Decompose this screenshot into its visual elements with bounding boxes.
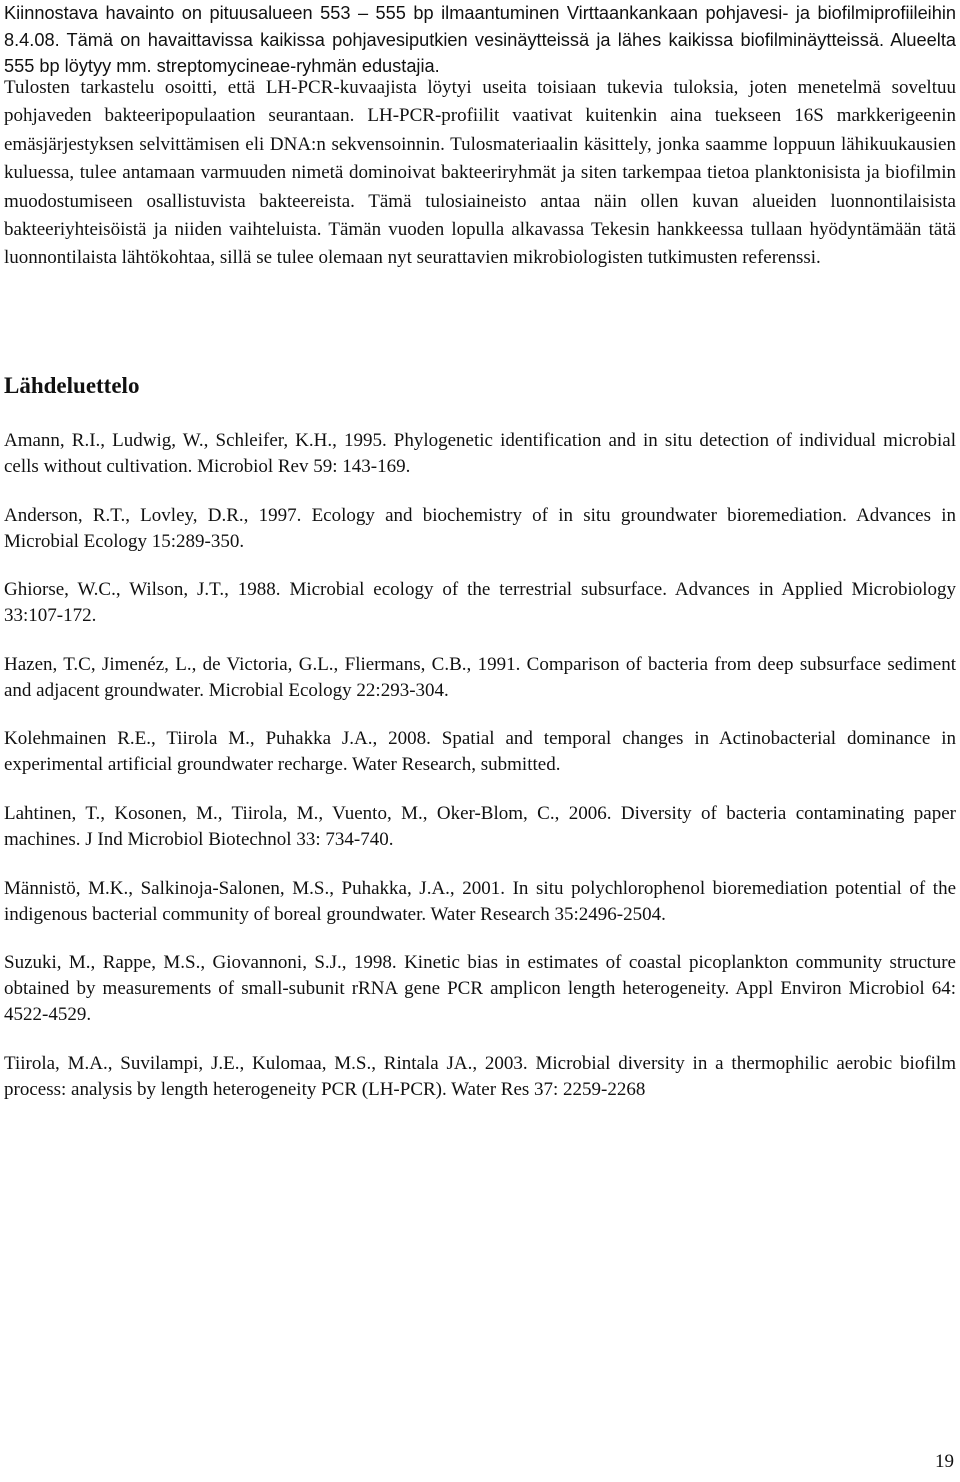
reference-item: Amann, R.I., Ludwig, W., Schleifer, K.H., 1995. Phylogenetic identification and in situ detection of individual microbial cells without cultivation. Microbiol Rev 59: 143-169.	[4, 430, 956, 477]
reference-list	[4, 428, 956, 1125]
body-paragraph-lh-pcr-finding: Kiinnostava havainto on pituusalueen 553 – 555 bp ilmaantuminen Virttaankankaan pohjavesi- ja biofilmiprofiileihin 8.4.08. Tämä on havaittavissa kaikissa pohjavesiputkien vesinäytteissä ja lähes kaikissa biofilminäytteissä. Alueelta 555 bp löytyy mm. streptomycineae-ryhmän edustajia.	[4, 3, 956, 76]
reference-item: Anderson, R.T., Lovley, D.R., 1997. Ecology and biochemistry of in situ groundwater bioremediation. Advances in Microbial Ecology 15:289-350.	[4, 504, 956, 552]
reference-item: Männistö, M.K., Salkinoja-Salonen, M.S., Puhakka, J.A., 2001. In situ polychlorophenol bioremediation potential of the indigenous bacterial community of boreal groundwater. Water Research 35:2496-2504.	[4, 877, 956, 925]
reference-item: Tiirola, M.A., Suvilampi, J.E., Kulomaa, M.S., Rintala JA., 2003. Microbial diversity in a thermophilic aerobic biofilm process: analysis by length heterogeneity PCR (LH-PCR). Water Res 37: 2259-2268	[4, 1052, 956, 1100]
reference-item: Ghiorse, W.C., Wilson, J.T., 1988. Microbial ecology of the terrestrial subsurface. Advances in Applied Microbiology 33:107-172.	[4, 579, 956, 627]
references-heading: Lähdeluettelo	[4, 373, 140, 398]
reference-item: Suzuki, M., Rappe, M.S., Giovannoni, S.J., 1998. Kinetic bias in estimates of coastal picoplankton community structure obtained by measurements of small-subunit rRNA gene PCR amplicon length heterogeneity. Appl Environ Microbiol 64: 4522-4529.	[4, 952, 956, 1026]
page-number: 19	[935, 1451, 954, 1472]
reference-item: Hazen, T.C, Jimenéz, L., de Victoria, G.L., Fliermans, C.B., 1991. Comparison of bacteria from deep subsurface sediment and adjacent groundwater. Microbial Ecology 22:293-304.	[4, 653, 956, 701]
body-paragraph-conclusions: Tulosten tarkastelu osoitti, että LH-PCR-kuvaajista löytyi useita toisiaan tukevia tuloksia, joten menetelmä soveltuu pohjaveden bakteeripopulaation seurantaan. LH-PCR-profiilit vaativat kuitenkin aina tuekseen 16S markkerigeenin emäsjärjestyksen selvittämisen eli DNA:n sekvensoinnin. Tulosmateriaalin käsittely, jonka saamme loppuun lähikuukausien kuluessa, tulee antamaan varmuuden nimetä dominoivat bakteeriryhmät ja siten tarkempaa tietoa planktonisista ja biofilmin muodostumiseen osallistuvista bakteereista. Tämä tulosiaineisto antaa näin ollen kuvan alueiden luonnontilaisista bakteeriyhteisöistä ja niiden vaihteluista. Tämän vuoden lopulla alkavassa Tekesin hankkeessa tullaan hyödyntämään tätä luonnontilaista lähtökohtaa, sillä se tulee olemaan nyt seurattavien mikrobiologisten tutkimusten referenssi.	[4, 77, 956, 269]
reference-item: Lahtinen, T., Kosonen, M., Tiirola, M., Vuento, M., Oker-Blom, C., 2006. Diversity of bacteria contaminating paper machines. J Ind Microbiol Biotechnol 33: 734-740.	[4, 802, 956, 850]
reference-item: Kolehmainen R.E., Tiirola M., Puhakka J.A., 2008. Spatial and temporal changes in Actinobacterial dominance in experimental artificial groundwater recharge. Water Research, submitted.	[4, 728, 956, 776]
